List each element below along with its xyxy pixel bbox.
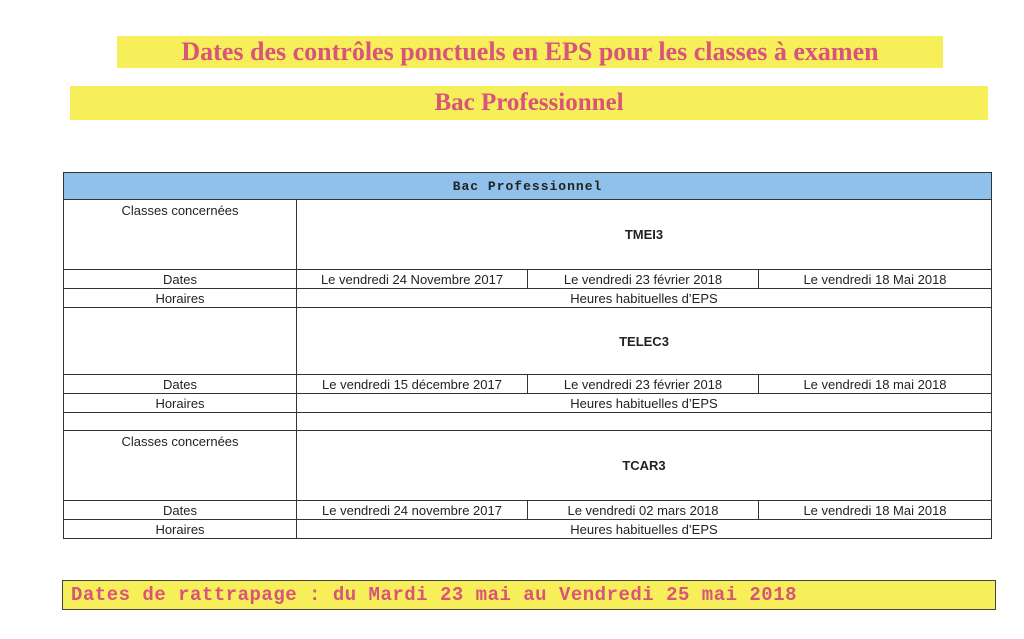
table-row — [64, 431, 992, 501]
horaires-cell: Heures habituelles d’EPS — [297, 289, 992, 308]
dates-label: Dates — [64, 501, 297, 520]
empty-cell — [297, 413, 992, 431]
table-row — [64, 200, 992, 270]
horaires-label: Horaires — [64, 289, 297, 308]
date-cell: Le vendredi 24 Novembre 2017 — [297, 270, 528, 289]
date-cell: Le vendredi 24 novembre 2017 — [297, 501, 528, 520]
class-name-tcar3: TCAR3 — [297, 431, 992, 501]
date-cell: Le vendredi 15 décembre 2017 — [297, 375, 528, 394]
date-cell: Le vendredi 18 mai 2018 — [759, 375, 992, 394]
horaires-label: Horaires — [64, 394, 297, 413]
horaires-cell: Heures habituelles d’EPS — [297, 520, 992, 539]
class-name-telec3: TELEC3 — [297, 308, 992, 375]
dates-label: Dates — [64, 375, 297, 394]
classes-label-empty — [64, 308, 297, 375]
table-row — [64, 394, 992, 413]
table-row — [64, 375, 992, 394]
class-name-tmei3: TMEI3 — [297, 200, 992, 270]
date-cell: Le vendredi 23 février 2018 — [528, 270, 759, 289]
classes-label: Classes concernées — [64, 431, 297, 501]
table-row — [64, 289, 992, 308]
dates-label: Dates — [64, 270, 297, 289]
table-row-empty — [64, 413, 992, 431]
table-row — [64, 308, 992, 375]
date-cell: Le vendredi 02 mars 2018 — [528, 501, 759, 520]
table-row — [64, 501, 992, 520]
date-cell: Le vendredi 23 février 2018 — [528, 375, 759, 394]
classes-label: Classes concernées — [64, 200, 297, 270]
rattrapage-banner: Dates de rattrapage : du Mardi 23 mai au Vendredi 25 mai 2018 — [62, 580, 996, 610]
horaires-cell: Heures habituelles d’EPS — [297, 394, 992, 413]
horaires-label: Horaires — [64, 520, 297, 539]
table-row — [64, 270, 992, 289]
table-header: Bac Professionnel — [64, 173, 992, 200]
date-cell: Le vendredi 18 Mai 2018 — [759, 501, 992, 520]
table-row — [64, 520, 992, 539]
schedule-table — [63, 172, 992, 539]
date-cell: Le vendredi 18 Mai 2018 — [759, 270, 992, 289]
page-title: Dates des contrôles ponctuels en EPS pour les classes à examen — [117, 36, 943, 68]
empty-cell — [64, 413, 297, 431]
page-subtitle: Bac Professionnel — [70, 86, 988, 120]
